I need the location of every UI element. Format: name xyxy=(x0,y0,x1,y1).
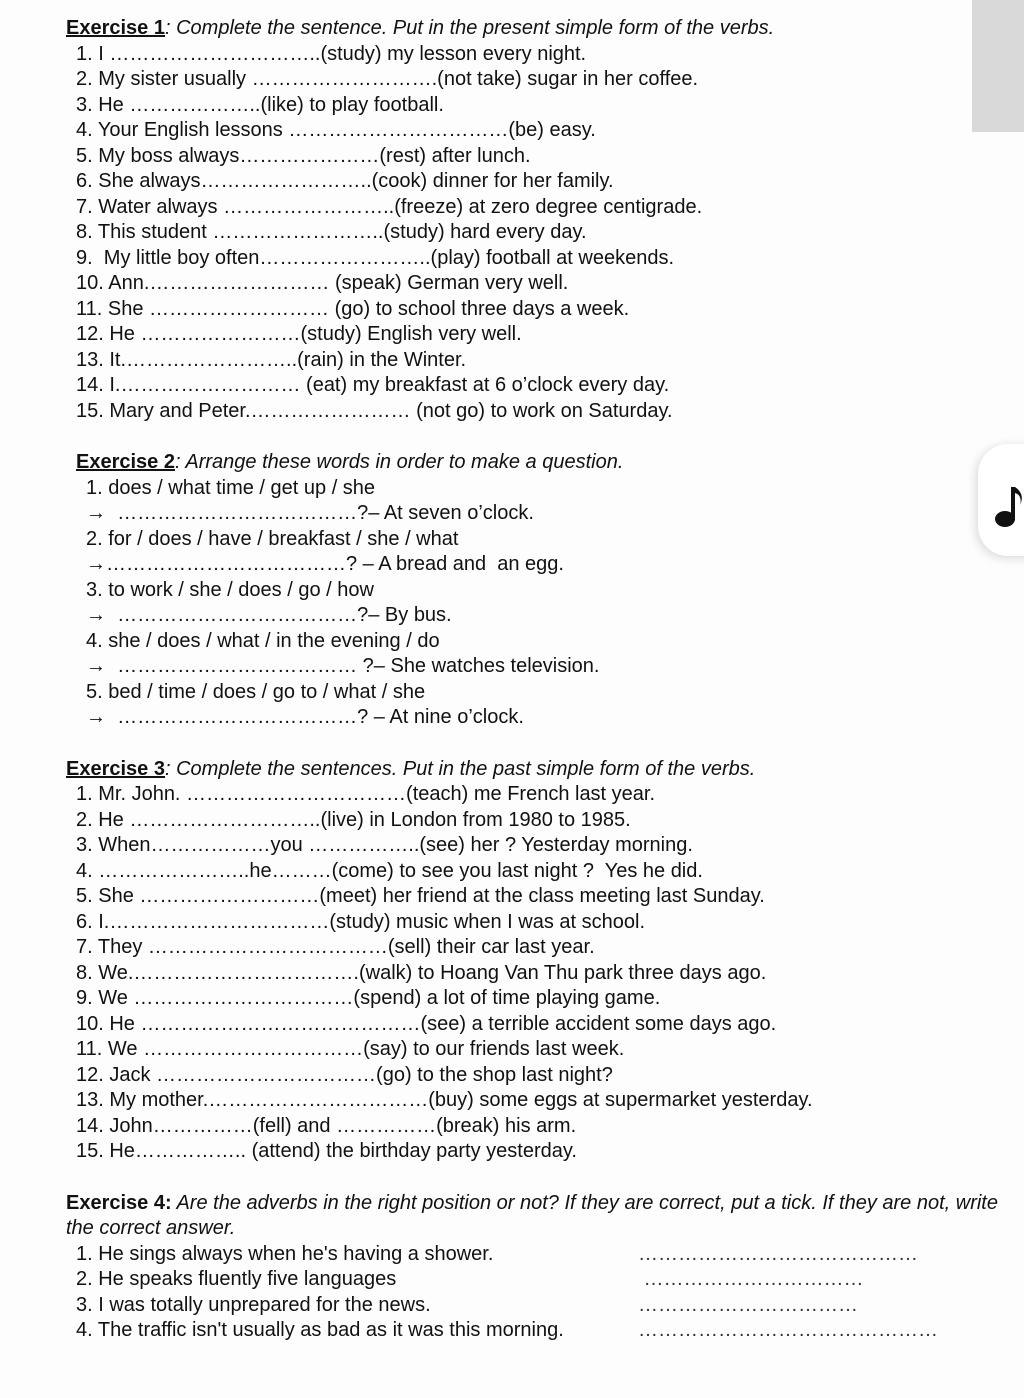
exercise-2-answer-line: → ………………………………?– By bus. xyxy=(86,604,452,626)
exercise-3-item: 13. My mother.……………………………(buy) some eggs at supermarket yesterday. xyxy=(76,1089,813,1111)
exercise-1-item: 8. This student ……………………..(study) hard every day. xyxy=(76,221,587,243)
exercise-4-item xyxy=(76,1293,966,1319)
exercise-3-label: Exercise 3 xyxy=(66,757,165,780)
worksheet xyxy=(66,16,998,1370)
exercise-1-label: Exercise 1 xyxy=(66,17,165,39)
exercise-2-prompt: 2. for / does / have / breakfast / she / what xyxy=(86,527,459,550)
exercise-1-item: 5. My boss always…………………(rest) after lunch. xyxy=(76,144,531,167)
exercise-4-item xyxy=(76,1242,966,1268)
exercise-1-item: 2. My sister usually ……………………….(not take) sugar in her coffee. xyxy=(76,68,699,90)
exercise-3-item: 7. They ………………………………(sell) their car last year. xyxy=(76,936,595,958)
exercise-2-answer-line: → ……………………………… ?– She watches television. xyxy=(86,655,600,677)
exercise-3-item: 3. When………………you ……………..(see) her ? Yesterday morning. xyxy=(76,834,693,856)
exercise-4-answer-blank: ……………………………………… xyxy=(638,1319,938,1341)
exercise-1-item: 1. I …………………………..(study) my lesson every night. xyxy=(76,42,587,65)
exercise-3-item: 11. We ……………………………(say) to our friends last week. xyxy=(76,1038,625,1060)
exercise-1 xyxy=(66,16,966,424)
music-note-icon[interactable] xyxy=(994,483,1024,529)
exercise-4-question: 2. He speaks fluently five languages xyxy=(76,1268,397,1290)
exercise-1-item: 12. He ……………………(study) English very well. xyxy=(76,323,522,345)
exercise-4-answer-blank: …………………………… xyxy=(638,1268,864,1290)
exercise-2-prompt: 5. bed / time / does / go to / what / she xyxy=(86,680,426,703)
exercise-2 xyxy=(76,450,966,731)
exercise-1-item: 9. My little boy often……………………..(play) football at weekends. xyxy=(76,246,674,269)
exercise-1-item: 11. She ……………………… (go) to school three days a week. xyxy=(76,297,630,320)
exercise-3-instruction: : Complete the sentences. Put in the past simple form of the verbs. xyxy=(164,757,756,780)
exercise-3-title xyxy=(66,757,966,783)
exercise-4-instruction: Are the adverbs in the right position or not? If they are correct, put a tick. If they are not, write the correct answer. xyxy=(66,1191,998,1239)
exercise-3-item: 14. John……………(fell) and ……………(break) his arm. xyxy=(76,1114,577,1137)
exercise-1-title xyxy=(66,16,966,42)
exercise-1-item: 15. Mary and Peter.…………………… (not go) to work on Saturday. xyxy=(76,399,673,422)
exercise-1-item: 7. Water always ……………………..(freeze) at zero degree centigrade. xyxy=(76,195,703,218)
exercise-1-instruction: : Complete the sentence. Put in the present simple form of the verbs. xyxy=(164,17,775,39)
exercise-3-item: 9. We ……………………………(spend) a lot of time playing game. xyxy=(76,987,661,1009)
exercise-3 xyxy=(66,757,966,1165)
exercise-4-title xyxy=(66,1191,1006,1242)
exercise-2-answer-line: → ………………………………? – At nine o’clock. xyxy=(86,706,524,728)
exercise-3-item: 12. Jack ……………………………(go) to the shop last night? xyxy=(76,1063,613,1086)
exercise-3-item: 4. …………………..he………(come) to see you last night ? Yes he did. xyxy=(76,859,703,882)
exercise-1-item: 3. He ………………..(like) to play football. xyxy=(76,93,444,116)
exercise-1-item: 13. It.……………………..(rain) in the Winter. xyxy=(76,348,467,371)
exercise-3-item: 10. He ……………………………………(see) a terrible accident some days ago. xyxy=(76,1012,777,1035)
exercise-4-answer-blank: …………………………… xyxy=(638,1293,858,1316)
scrollbar-thumb[interactable] xyxy=(972,0,1024,132)
exercise-4-question: 1. He sings always when he's having a shower. xyxy=(76,1242,494,1265)
exercise-4-label: Exercise 4: xyxy=(66,1191,172,1214)
exercise-2-answer-line: →………………………………? – A bread and an egg. xyxy=(86,553,564,575)
exercise-1-item: 10. Ann.……………………… (speak) German very well. xyxy=(76,272,569,294)
exercise-2-title xyxy=(76,450,966,476)
exercise-3-item: 1. Mr. John. ……………………………(teach) me French last year. xyxy=(76,783,656,805)
exercise-4-item xyxy=(76,1267,966,1293)
exercise-3-item: 8. We.…………………………….(walk) to Hoang Van Thu park three days ago. xyxy=(76,961,767,984)
exercise-3-item: 2. He ………………………..(live) in London from 1980 to 1985. xyxy=(76,808,631,831)
exercise-1-item: 4. Your English lessons ……………………………(be) easy. xyxy=(76,119,596,141)
exercise-3-item: 6. I.……………………………(study) music when I was at school. xyxy=(76,910,646,933)
exercise-4-answer-blank: …………………………………… xyxy=(638,1242,918,1265)
exercise-4-question: 4. The traffic isn't usually as bad as it was this morning. xyxy=(76,1319,564,1341)
exercise-2-instruction: : Arrange these words in order to make a question. xyxy=(174,451,624,473)
exercise-4-item xyxy=(76,1318,966,1344)
exercise-2-prompt: 4. she / does / what / in the evening / do xyxy=(86,629,440,652)
exercise-2-answer-line: → ………………………………?– At seven o’clock. xyxy=(86,502,534,524)
exercise-4-question: 3. I was totally unprepared for the news. xyxy=(76,1293,431,1316)
exercise-1-item: 14. I.……………………… (eat) my breakfast at 6 o’clock every day. xyxy=(76,374,670,396)
exercise-4 xyxy=(66,1191,998,1344)
exercise-2-prompt: 3. to work / she / does / go / how xyxy=(86,578,374,601)
exercise-3-item: 15. He…………….. (attend) the birthday party yesterday. xyxy=(76,1140,577,1162)
exercise-2-prompt: 1. does / what time / get up / she xyxy=(86,476,376,499)
exercise-1-item: 6. She always……………………..(cook) dinner for her family. xyxy=(76,170,614,192)
exercise-3-item: 5. She ………………………(meet) her friend at the class meeting last Sunday. xyxy=(76,885,765,907)
exercise-2-label: Exercise 2 xyxy=(76,451,175,473)
